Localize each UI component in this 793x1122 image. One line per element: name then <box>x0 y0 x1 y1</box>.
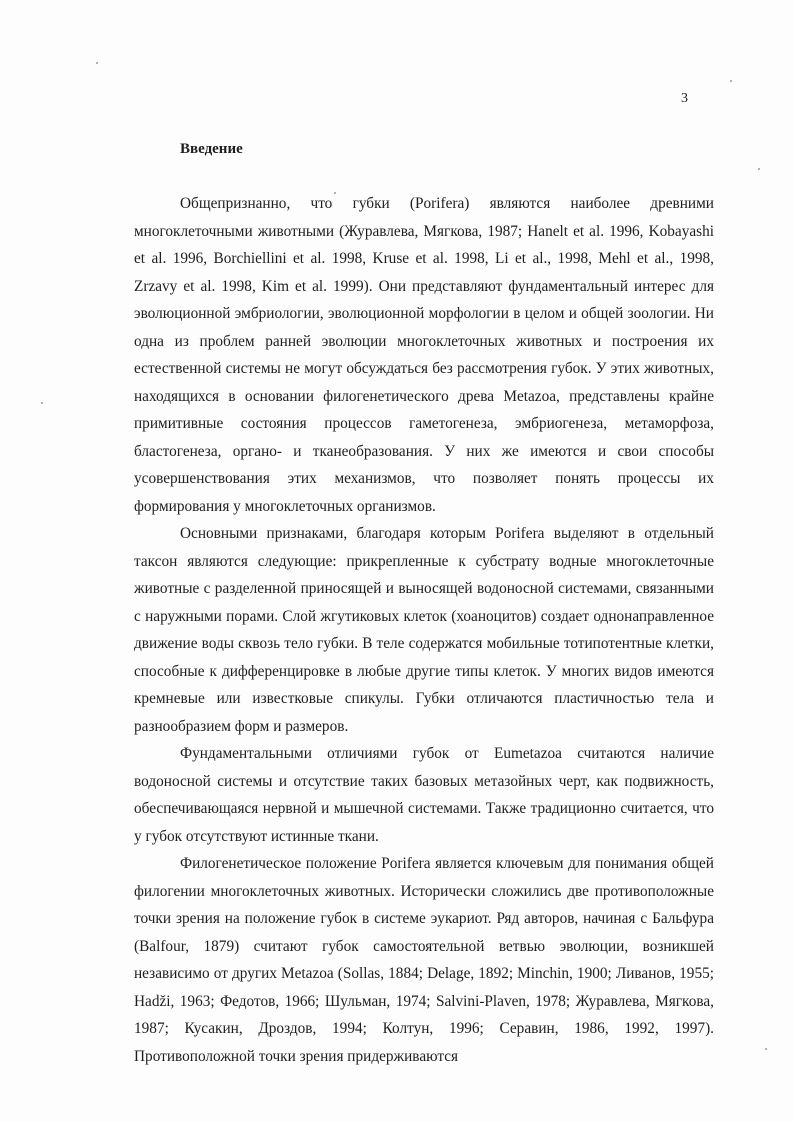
paragraph: Филогенетическое положение Porifera является ключевым для понимания общей филогении многоклеточных животных. Исторически сложились две противоположные точки зрения на положение губок в системе эукариот. Ряд авторов, начиная с Бальфура (Balfour, 1879) считают губок самостоятельной ветвью эволюции, возникшей независимо от других Metazoa (Sollas, 1884; Delage, 1892; Minchin, 1900; Ливанов, 1955; Hadži, 1963; Федотов, 1966; Шульман, 1974; Salvini-Plaven, 1978; Журавлева, Мягкова, 1987; Кусакин, Дроздов, 1994; Колтун, 1996; Серавин, 1986, 1992, 1997). Противоположной точки зрения придерживаются <box>134 855 714 1065</box>
scan-speck <box>41 402 43 404</box>
scan-speck <box>96 62 98 64</box>
page-number: 3 <box>681 91 688 106</box>
scan-speck <box>765 1048 767 1050</box>
paragraph: Общепризнанно, что губки (Porifera) являются наиболее древними многоклеточными животными (Журавлева, Мягкова, 1987; Hanelt et al. 1996, Kobayashi et al. 1996, Borchiellini et al. 1998, Kruse et al. 1998, Li et al., 1998, Mehl et al., 1998, Zrzavy et al. 1998, Kim et al. 1999). Они представляют фундаментальный интерес для эволюционной эмбриологии, эволюционной морфологии в целом и общей зоологии. Ни одна из проблем ранней эволюции многоклеточных животных и построения их естественной системы не могут обсуждаться без рассмотрения губок. У этих животных, находящихся в основании филогенетического древа Metazoa, представлены крайне примитивные состояния процессов гаметогенеза, эмбриогенеза, метаморфоза, бластогенеза, органо- и тканеобразования. У них же имеются и свои способы усовершенствования этих механизмов, что позволяет понять процессы их формирования у многоклеточных организмов. <box>134 195 714 515</box>
paragraph: Основными признаками, благодаря которым Porifera выделяют в отдельный таксон являются следующие: прикрепленные к субстрату водные многоклеточные животные с разделенной приносящей и выносящей водоносной системами, связанными с наружными порами. Слой жгутиковых клеток (хоаноцитов) создает однонаправленное движение воды сквозь тело губки. В теле содержатся мобильные тотипотентные клетки, способные к дифференцировке в любые другие типы клеток. У многих видов имеются кремневые или известковые спикулы. Губки отличаются пластичностью тела и разнообразием форм и размеров. <box>134 525 714 735</box>
scan-speck <box>730 80 732 82</box>
paragraph: Фундаментальными отличиями губок от Eumetazoa считаются наличие водоносной системы и отсутствие таких базовых метазойных черт, как подвижность, обеспечивающаяся нервной и мышечной системами. Также традиционно считается, что у губок отсутствуют истинные ткани. <box>134 745 714 845</box>
scan-speck <box>758 168 760 170</box>
section-heading: Введение <box>180 141 243 157</box>
scan-speck <box>334 192 336 194</box>
body-text <box>134 190 714 1070</box>
